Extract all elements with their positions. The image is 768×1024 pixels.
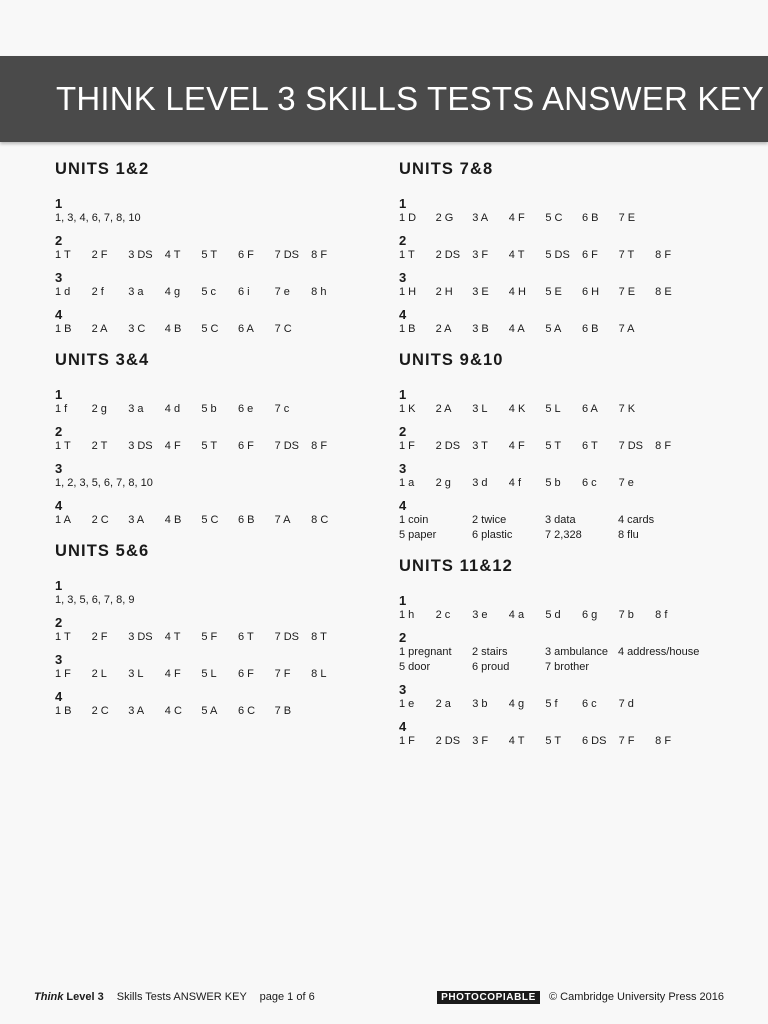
answer-item: 3 DS [128, 249, 153, 261]
answer-list [399, 476, 719, 491]
answer-item: 5 b [201, 403, 217, 415]
answer-item: 1 a [399, 477, 415, 489]
answer-item: 4 F [508, 440, 525, 452]
answer-item: 6 c [581, 698, 597, 710]
answer-item: 5 A [545, 323, 562, 335]
answer-item: 4 a [508, 609, 525, 621]
answer-item: 6 B [237, 514, 255, 526]
question-number: 3 [55, 270, 63, 285]
answer-list [55, 211, 375, 226]
answer-item: 6 H [581, 286, 600, 298]
answer-item: 1 F [399, 440, 415, 452]
answer-item: 7 e [618, 477, 634, 489]
question [399, 387, 719, 417]
answer-list [55, 322, 375, 337]
answer-item: 3 B [472, 323, 489, 335]
answer-item: 8 L [311, 668, 327, 680]
question-number: 4 [55, 689, 63, 704]
answer-item: 1 T [55, 249, 71, 261]
answer-item: 2 H [435, 286, 453, 298]
answer-item: 7 b [618, 609, 634, 621]
answer-item: 4 cards [618, 514, 655, 526]
question-number: 4 [55, 498, 63, 513]
answer-item: 7 E [618, 212, 636, 224]
answer-item: 3 ambulance [545, 646, 608, 658]
answer-item: 2 twice [472, 514, 507, 526]
answer-item: 3 L [128, 668, 144, 680]
unit-section [399, 351, 719, 543]
answer-list [399, 734, 719, 749]
answer-item: 3 DS [128, 631, 153, 643]
answer-item: 7 DS [274, 249, 300, 261]
answer-item: 4 H [508, 286, 526, 298]
question [399, 682, 719, 712]
question-number: 4 [399, 719, 407, 734]
answer-item: 6 c [581, 477, 597, 489]
answer-item: 1 T [55, 440, 71, 452]
answer-item: 6 T [581, 440, 598, 452]
answer-item: 2 C [91, 705, 109, 717]
answer-item: 4 F [508, 212, 525, 224]
question [55, 461, 375, 491]
answer-item: 1 F [55, 668, 71, 680]
question [55, 689, 375, 719]
question [55, 652, 375, 682]
answer-list [399, 697, 719, 712]
answer-list [55, 593, 375, 608]
unit-section [399, 160, 719, 337]
answer-item: 4 A [508, 323, 525, 335]
question [55, 270, 375, 300]
answer-item: 4 B [164, 323, 182, 335]
answer-item: 4 C [164, 705, 182, 717]
answer-item: 8 T [311, 631, 327, 643]
answer-item: 5 T [201, 249, 218, 261]
answer-item: 7 T [618, 249, 635, 261]
answer-item: 1 e [399, 698, 415, 710]
answer-item: 6 i [237, 286, 250, 298]
question-number: 1 [55, 578, 63, 593]
answer-item: 5 d [545, 609, 561, 621]
answer-item: 1 d [55, 286, 71, 298]
copyright-text: © Cambridge University Press 2016 [548, 991, 724, 1003]
answer-item: 6 B [581, 212, 599, 224]
unit-heading: UNITS 11&12 [399, 557, 513, 575]
question-number: 1 [399, 593, 407, 608]
answer-list [55, 439, 375, 454]
answer-item: 3 b [472, 698, 488, 710]
answer-item: 1 T [399, 249, 415, 261]
answer-list [55, 513, 375, 528]
answer-item: 6 F [237, 668, 254, 680]
question [399, 424, 719, 454]
answer-item: 6 proud [472, 661, 510, 673]
answer-item: 2 f [91, 286, 104, 298]
answer-list [55, 402, 375, 417]
answer-item: 4 address/house [618, 646, 700, 658]
answer-item: 1 K [399, 403, 416, 415]
answer-item: 1 B [55, 323, 72, 335]
answer-item: 3 e [472, 609, 488, 621]
answer-item: 4 F [164, 668, 181, 680]
right-column [399, 160, 719, 763]
unit-heading: UNITS 5&6 [55, 542, 150, 560]
question-number: 2 [399, 233, 407, 248]
unit-heading: UNITS 1&2 [55, 160, 150, 178]
answer-list [399, 402, 719, 417]
answer-list [55, 667, 375, 682]
answer-item: 5 T [545, 735, 562, 747]
question [399, 461, 719, 491]
answer-item: 7 DS [274, 440, 300, 452]
answer-item: 8 F [311, 249, 328, 261]
answer-item: 6 e [237, 403, 254, 415]
footer-level: Level 3 [66, 991, 104, 1003]
question [399, 719, 719, 749]
answer-item: 1, 3, 5, 6, 7, 8, 9 [55, 594, 135, 606]
question [399, 498, 719, 543]
answer-item: 8 F [655, 735, 672, 747]
answer-item: 8 E [655, 286, 672, 298]
answer-list [55, 630, 375, 645]
question [399, 270, 719, 300]
answer-item: 7 2,328 [545, 529, 582, 541]
answer-item: 2 F [91, 249, 108, 261]
answer-item: 7 A [618, 323, 635, 335]
answer-item: 7 E [618, 286, 636, 298]
answer-item: 6 A [581, 403, 598, 415]
question [55, 424, 375, 454]
answer-item: 1 B [55, 705, 72, 717]
answer-item: 2 c [435, 609, 451, 621]
answer-item: 5 F [201, 631, 218, 643]
answer-item: 8 C [311, 514, 329, 526]
answer-list [399, 439, 719, 454]
answer-list [55, 704, 375, 719]
answer-list [399, 645, 719, 675]
question-number: 2 [399, 424, 407, 439]
answer-item: 2 stairs [472, 646, 508, 658]
answer-item: 3 F [472, 735, 489, 747]
answer-item: 2 A [435, 323, 452, 335]
answer-item: 5 f [545, 698, 558, 710]
question-number: 4 [55, 307, 63, 322]
answer-item: 1 F [399, 735, 415, 747]
answer-list [55, 285, 375, 300]
answer-item: 7 DS [618, 440, 644, 452]
answer-list [55, 248, 375, 263]
answer-item: 3 A [128, 705, 145, 717]
answer-item: 6 g [581, 609, 598, 621]
answer-item: 1, 2, 3, 5, 6, 7, 8, 10 [55, 477, 153, 489]
answer-item: 8 F [655, 249, 672, 261]
answer-item: 5 b [545, 477, 561, 489]
answer-item: 3 F [472, 249, 489, 261]
answer-item: 7 F [274, 668, 291, 680]
answer-item: 1 T [55, 631, 71, 643]
answer-item: 1, 3, 4, 6, 7, 8, 10 [55, 212, 141, 224]
question-number: 3 [399, 270, 407, 285]
question [55, 387, 375, 417]
answer-item: 4 T [164, 249, 181, 261]
answer-item: 4 B [164, 514, 182, 526]
answer-item: 6 C [237, 705, 256, 717]
answer-item: 2 DS [435, 440, 461, 452]
photocopiable-badge: PHOTOCOPIABLE [437, 991, 540, 1004]
answer-item: 3 data [545, 514, 576, 526]
page-title: THINK LEVEL 3 SKILLS TESTS ANSWER KEY [56, 80, 764, 117]
answer-list [399, 285, 719, 300]
answer-item: 4 d [164, 403, 181, 415]
question [55, 307, 375, 337]
question [55, 196, 375, 226]
answer-list [399, 513, 719, 543]
question-number: 1 [55, 387, 63, 402]
answer-item: 2 L [91, 668, 107, 680]
answer-item: 6 DS [581, 735, 607, 747]
answer-item: 5 L [201, 668, 217, 680]
answer-item: 6 plastic [472, 529, 513, 541]
answer-item: 3 E [472, 286, 489, 298]
answer-item: 7 c [274, 403, 290, 415]
answer-item: 5 E [545, 286, 562, 298]
answer-item: 8 h [311, 286, 327, 298]
question [55, 615, 375, 645]
answer-item: 4 T [508, 249, 525, 261]
question-number: 2 [55, 615, 63, 630]
question-number: 3 [399, 461, 407, 476]
answer-item: 1 H [399, 286, 417, 298]
answer-item: 6 B [581, 323, 599, 335]
answer-item: 2 A [91, 323, 108, 335]
answer-item: 7 A [274, 514, 291, 526]
answer-list [399, 608, 719, 623]
answer-item: 7 K [618, 403, 636, 415]
answer-item: 5 T [545, 440, 562, 452]
answer-item: 5 A [201, 705, 218, 717]
question [55, 498, 375, 528]
answer-item: 5 C [545, 212, 563, 224]
question [399, 307, 719, 337]
answer-item: 6 T [237, 631, 254, 643]
answer-item: 2 A [435, 403, 452, 415]
answer-item: 7 d [618, 698, 634, 710]
answer-item: 5 C [201, 514, 219, 526]
question-number: 1 [399, 387, 407, 402]
answer-item: 8 flu [618, 529, 639, 541]
question-number: 3 [55, 652, 63, 667]
question [399, 630, 719, 675]
answer-item: 2 g [91, 403, 107, 415]
answer-item: 3 A [128, 514, 145, 526]
question [55, 578, 375, 608]
question-number: 2 [399, 630, 407, 645]
unit-section [55, 351, 375, 528]
answer-item: 5 C [201, 323, 219, 335]
answer-item: 3 L [472, 403, 488, 415]
footer-brand: Think [34, 991, 64, 1003]
answer-item: 6 A [237, 323, 254, 335]
footer-document-info [34, 990, 315, 1004]
answer-item: 8 F [655, 440, 672, 452]
answer-list [399, 211, 719, 226]
unit-section [55, 542, 375, 719]
answer-item: 3 C [128, 323, 146, 335]
question-number: 2 [55, 233, 63, 248]
answer-item: 5 c [201, 286, 217, 298]
answer-item: 5 DS [545, 249, 570, 261]
question-number: 4 [399, 307, 407, 322]
answer-item: 3 A [472, 212, 489, 224]
answer-item: 5 L [545, 403, 561, 415]
answer-list [399, 248, 719, 263]
answer-item: 6 F [237, 440, 254, 452]
answer-item: 2 DS [435, 735, 461, 747]
answer-item: 3 a [128, 403, 144, 415]
answer-item: 1 f [55, 403, 68, 415]
answer-item: 4 F [164, 440, 181, 452]
footer-doc-title: Skills Tests ANSWER KEY [116, 991, 247, 1003]
answer-item: 3 a [128, 286, 144, 298]
answer-item: 4 g [508, 698, 525, 710]
answer-item: 7 B [274, 705, 292, 717]
answer-item: 5 T [201, 440, 218, 452]
answer-item: 1 D [399, 212, 417, 224]
unit-heading: UNITS 3&4 [55, 351, 150, 369]
answer-item: 2 T [91, 440, 108, 452]
answer-item: 7 brother [545, 661, 590, 673]
answer-item: 2 C [91, 514, 109, 526]
answer-item: 6 F [581, 249, 598, 261]
answer-item: 2 F [91, 631, 108, 643]
question [399, 233, 719, 263]
answer-item: 8 f [655, 609, 668, 621]
answer-item: 6 F [237, 249, 254, 261]
answer-item: 2 DS [435, 249, 461, 261]
answer-item: 1 pregnant [399, 646, 452, 658]
question-number: 3 [399, 682, 407, 697]
unit-heading: UNITS 9&10 [399, 351, 504, 369]
answer-list [399, 322, 719, 337]
answer-item: 1 B [399, 323, 416, 335]
question-number: 1 [55, 196, 63, 211]
answer-list [55, 476, 375, 491]
answer-item: 7 C [274, 323, 292, 335]
question-number: 3 [55, 461, 63, 476]
answer-item: 3 T [472, 440, 488, 452]
answer-item: 4 f [508, 477, 522, 489]
footer-page-number: page 1 of 6 [259, 991, 315, 1003]
answer-item: 5 door [399, 661, 431, 673]
answer-item: 4 T [164, 631, 181, 643]
answer-item: 7 F [618, 735, 635, 747]
answer-item: 7 e [274, 286, 290, 298]
question [55, 233, 375, 263]
answer-item: 3 d [472, 477, 488, 489]
question-number: 2 [55, 424, 63, 439]
question-number: 4 [399, 498, 407, 513]
answer-item: 1 A [55, 514, 71, 526]
question-number: 1 [399, 196, 407, 211]
answer-item: 4 T [508, 735, 525, 747]
answer-item: 8 F [311, 440, 328, 452]
answer-item: 3 DS [128, 440, 153, 452]
answer-item: 4 g [164, 286, 181, 298]
answer-item: 7 DS [274, 631, 300, 643]
left-column [55, 160, 375, 733]
answer-item: 2 G [435, 212, 454, 224]
answer-item: 4 K [508, 403, 526, 415]
question [399, 196, 719, 226]
footer-copyright-info [437, 990, 724, 1004]
unit-section [55, 160, 375, 337]
question [399, 593, 719, 623]
answer-item: 1 coin [399, 514, 429, 526]
answer-item: 1 h [399, 609, 415, 621]
answer-item: 2 g [435, 477, 451, 489]
unit-heading: UNITS 7&8 [399, 160, 494, 178]
unit-section [399, 557, 719, 749]
answer-item: 2 a [435, 698, 451, 710]
answer-item: 5 paper [399, 529, 437, 541]
